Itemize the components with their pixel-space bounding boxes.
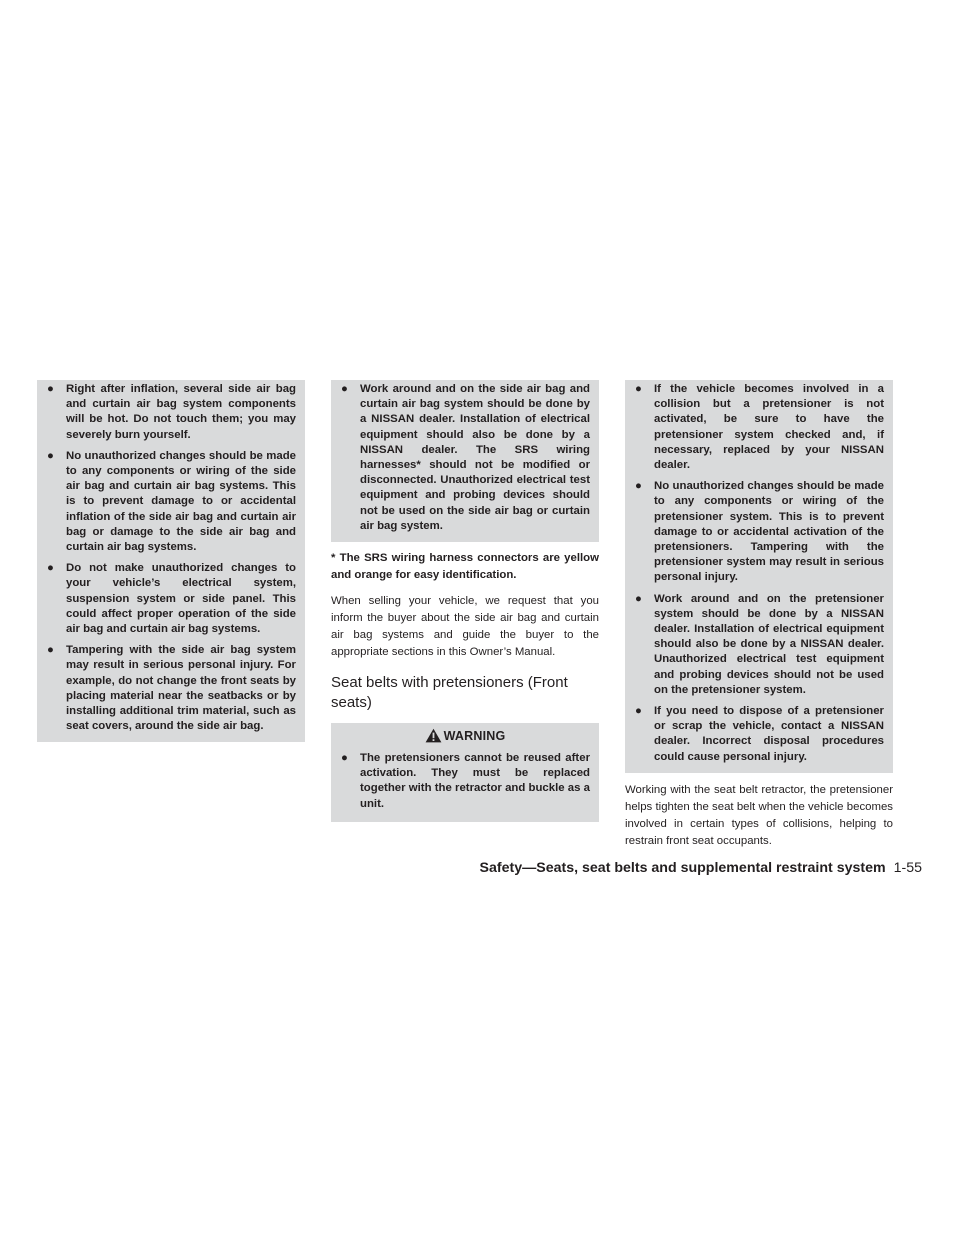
column-2	[331, 380, 599, 822]
section-title: Safety—Seats, seat belts and supplemental restraint system	[479, 860, 886, 876]
bullet-icon: ●	[635, 592, 642, 605]
list-item: ● No unauthorized changes should be made to any components or wiring of the pretensioner system. This is to prevent damage to or accidental activation of the pretensioners. Tampering with the pretensioner system may result in serious personal injury.	[635, 480, 884, 584]
section-heading: Seat belts with pretensioners (Front seats)	[331, 674, 568, 712]
list-item: ● If you need to dispose of a pretensioner or scrap the vehicle, contact a NISSAN dealer. Incorrect disposal procedures could cause personal injury.	[635, 705, 884, 763]
column-1	[37, 380, 305, 742]
bullet-icon: ●	[635, 705, 642, 718]
wiring-note: * The SRS wiring harness connectors are yellow and orange for easy identification.	[331, 552, 599, 582]
list-item: ● Do not make unauthorized changes to your vehicle’s electrical system, suspension system or side panel. This could affect proper operation of the side air bag and curtain air bag systems.	[47, 562, 296, 636]
warning-triangle-icon	[425, 728, 442, 743]
warning-box-side-air-bag	[37, 380, 305, 742]
warning-list	[340, 382, 590, 534]
bullet-icon: ●	[341, 383, 348, 395]
warning-list	[46, 382, 296, 734]
list-item: ● Right after inflation, several side air bag and curtain air bag system components will be hot. Do not touch them; you may severely burn yourself.	[47, 383, 296, 441]
bullet-icon: ●	[47, 562, 54, 575]
bullet-icon: ●	[47, 644, 54, 657]
warning-box-pretensioners	[331, 723, 599, 822]
bullet-icon: ●	[635, 480, 642, 493]
body-paragraph: Working with the seat belt retractor, the pretensioner helps tighten the seat belt when the vehicle becomes involved in certain types of collisions, helping to restrain front seat occupants.	[625, 783, 893, 847]
list-item: ● Work around and on the pretensioner system should be done by a NISSAN dealer. Installation of electrical equipment should also be done by a NISSAN dealer. Unauthorized electrical test equipment and probing devices should not be used on the pretensioner system.	[635, 592, 884, 696]
list-item: ● Tampering with the side air bag system may result in serious personal injury. For example, do not change the front seats by placing material near the seatbacks or by installing additional trim material, such as seat covers, around the side air bag.	[47, 644, 296, 733]
bullet-icon: ●	[47, 383, 54, 395]
bullet-icon: ●	[635, 383, 642, 395]
warning-box-side-air-bag-continued	[331, 380, 599, 542]
list-item: ● The pretensioners cannot be reused after activation. They must be replaced together with the retractor and buckle as a unit.	[341, 752, 590, 810]
warning-title: WARNING	[340, 727, 590, 745]
list-item: ● Work around and on the side air bag and curtain air bag system should be done by a NISSAN dealer. Installation of electrical equipment should also be done by a NISSAN dealer. The SRS wiring harnesses* should not be modified or disconnected. Unauthorized electrical test equipment and probing devices should not be used on the side air bag or curtain air bag system.	[341, 383, 590, 532]
warning-list	[340, 751, 590, 812]
warning-list	[634, 382, 884, 765]
body-paragraph: When selling your vehicle, we request that you inform the buyer about the side air bag and curtain air bag systems and guide the buyer to the appropriate sections in this Owner’s Manual.	[331, 595, 599, 659]
warning-box-pretensioners-continued	[625, 380, 893, 773]
bullet-icon: ●	[47, 449, 54, 462]
bullet-icon: ●	[341, 752, 348, 765]
list-item: ● No unauthorized changes should be made to any components or wiring of the side air bag and curtain air bag systems. This is to prevent damage to or accidental inflation of the side air bag and curtain air bag or damage to the side air bag and curtain air bag systems.	[47, 449, 296, 554]
page-number: 1-55	[893, 860, 922, 876]
column-3	[625, 380, 893, 850]
list-item: ● If the vehicle becomes involved in a collision but a pretensioner is not activated, be sure to have the pretensioner system checked and, if necessary, replaced by your NISSAN dealer.	[635, 383, 884, 472]
page-footer	[480, 860, 922, 876]
